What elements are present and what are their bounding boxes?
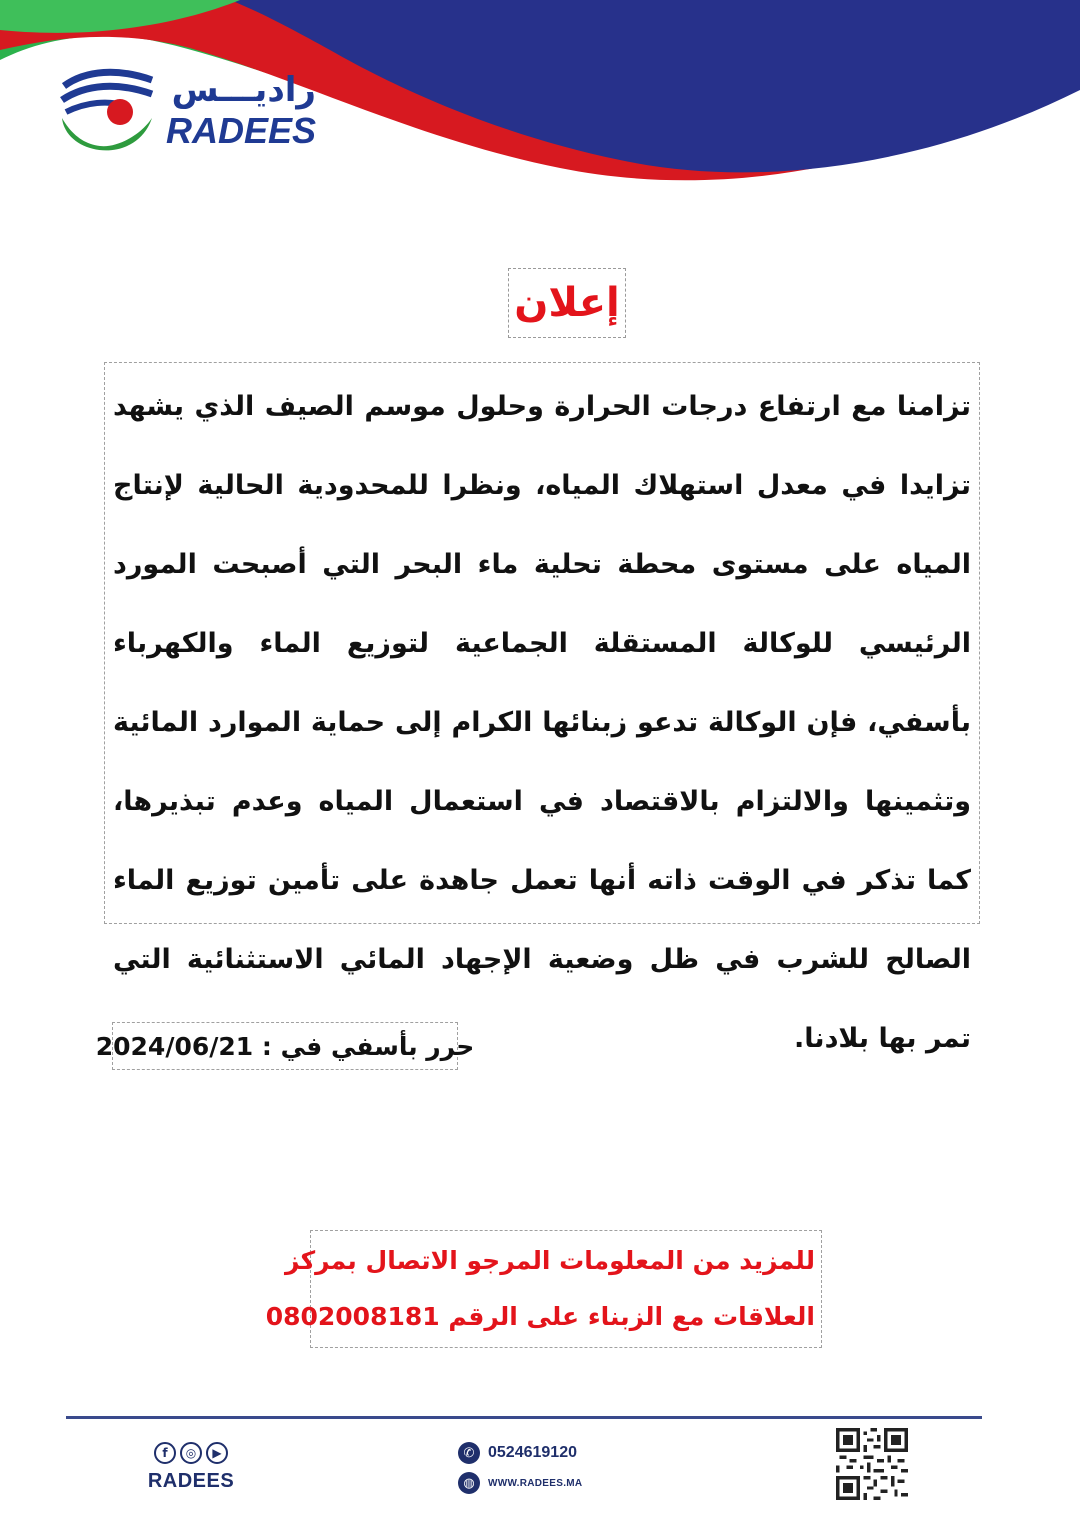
signature-line [96,1032,475,1061]
footer-contact-info [458,1438,658,1502]
facebook-icon[interactable]: f [154,1442,176,1464]
footer-website[interactable]: WWW.RADEES.MA [488,1477,583,1489]
logo-latin-text: RADEES [166,110,317,151]
footer-web-row [458,1468,658,1498]
footer-divider [66,1416,982,1419]
social-icons [146,1442,236,1464]
contact-frame [265,1230,822,1348]
title-frame [508,268,626,338]
footer-phone[interactable]: 0524619120 [488,1444,577,1461]
instagram-icon[interactable]: ◎ [180,1442,202,1464]
footer-brand: RADEES [147,1470,235,1492]
signature-frame [95,1022,475,1070]
signature-place-label: حرر بأسفي في : [261,1031,475,1061]
signature-date: 2024/06/21 [95,1031,254,1061]
footer-social [146,1442,236,1502]
phone-icon: ✆ [458,1442,480,1464]
radees-logo [56,56,316,166]
contact-line-2: العلاقات مع الزبناء على الرقم 0802008181 [265,1302,815,1331]
announcement-text: تزامنا مع ارتفاع درجات الحرارة وحلول موسم الصيف الذي يشهد تزايدا في معدل استهلاك المياه، ونظرا للمحدودية الحالية لإنتاج المياه على مستوى محطة تحلية ماء البحر التي أصبحت المورد الرئيسي للوكالة المستقلة الجماعية لتوزيع الماء والكهرباء بأسفي، فإن الوكالة تدعو زبنائها الكرام إلى حماية الموارد المائية وتثمينها والالتزام بالاقتصاد في استعمال المياه وعدم تبذيرها، كما تذكر في الوقت ذاته أنها تعمل جاهدة على تأمين توزيع الماء الصالح للشرب في ظل وضعية الإجهاد المائي الاستثنائية التي تمر بها بلادنا. [113,391,971,1054]
page-title: إعلان [514,280,620,326]
radees-logo-mark-icon [56,56,156,166]
globe-icon: ◍ [458,1472,480,1494]
logo-arabic-text: راديـــس [171,70,316,110]
footer-phone-row [458,1438,658,1468]
youtube-icon[interactable]: ▶ [206,1442,228,1464]
contact-line-1: للمزيد من المعلومات المرجو الاتصال بمركز [285,1246,815,1275]
qr-code-icon[interactable] [836,1428,908,1500]
